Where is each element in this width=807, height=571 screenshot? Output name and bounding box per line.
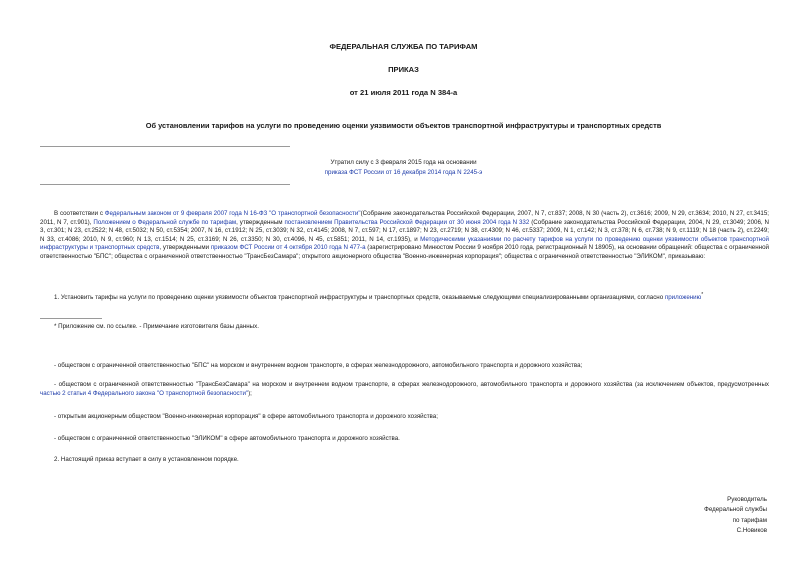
signature-line: Руководитель (727, 496, 767, 503)
org-item-text: ); (248, 389, 252, 397)
preamble-text: , утвержденными (159, 244, 211, 252)
signature-line: Федеральной службы (704, 506, 767, 514)
preamble-text: В соответствии с (54, 210, 105, 217)
divider-bottom (40, 184, 290, 185)
link-law-article-4[interactable]: частью 2 статьи 4 Федерального закона "О транспортной безопасности" (40, 389, 249, 397)
divider-top (40, 146, 290, 147)
link-fst-regulation[interactable]: Положением о Федеральной службе по тарифам (93, 218, 237, 226)
status-note-link-wrap (0, 169, 807, 178)
preamble-text: (зарегистрировано Минюстом России 9 ноября 2010 года, регистрационный N 18905), на основании обращений: общества с ограниченной ответственностью "БПС"; общества с ограниченной ответственностью "ТрансБезСамара"; открытого акционерного общества "Военно-инженерная корпорация"; общества с ограниченной ответственностью "ЭЛИКОМ", приказываю: (40, 244, 769, 260)
status-note-text: Утратил силу с 3 февраля 2015 года на основании (330, 159, 477, 166)
preamble-text: , утвержденным (236, 218, 285, 226)
preamble-paragraph (40, 210, 769, 262)
org-item-transbezsamara (40, 381, 769, 398)
org-item-text: - обществом с ограниченной ответственностью "ТрансБезСамара" на морском и внутреннем водном транспорте, в сферах железнодорожного, автомобильного транспорта и дорожного хозяйства (за исключением объектов, предусмотренных (54, 381, 769, 388)
signature-name: С.Новиков (736, 527, 767, 535)
footnote-text: * Приложение см. по ссылке. - Примечание изготовителя базы данных. (54, 323, 259, 330)
preamble-text: (Собрание законодательства Российской Федерации, 2004, N 29, ст.3049; 2006, N 3, ст.301; N 23, ст.2522; N 48, ст.5032; N 50, ст.5354; 2007, N 16, ст.1912; N 25, ст.3039; N 32, ст.4145; 2008, N 7, ст.597; N 17, ст.1897; N 23, ст.2719; N 38, ст.4309; N 46, ст.5337; 2009, N 1, ст.142; N 3, ст.378; N 6, ст.738; N 9, ст.1119; N 18 (часть 2), ст.2249; N 33, ст.4086; 2010, N 9, ст.960; N 13, ст.1514; N 25, ст.3169; N 26, ст.3350; N 30, ст.4096, N 45, ст.5851; 2011, N 14, ст.1935), и (40, 218, 769, 243)
signature-line: по тарифам (732, 516, 767, 524)
item-2-paragraph: 2. Настоящий приказ вступает в силу в установленном порядке. (54, 456, 239, 463)
preamble-text: (Собрание законодательства Российской Федерации, 2007, N 7, ст.837; 2008, N 30 (часть 2), ст.3616; 2009, N 29, ст.3634; 2010, N 27, ст.3415; 2011, N 7, ст.901), (40, 210, 770, 226)
item-1-text: 1. Установить тарифы на услуги по проведению оценки уязвимости объектов транспортной инфраструктуры и транспортных средств, оказываемые следующими специализированными организациями, согласно (54, 294, 665, 302)
org-item-bps: - обществом с ограниченной ответственностью "БПС" на морском и внутреннем водном транспорте, в сферах железнодорожного, автомобильного транспорта и дорожного хозяйства; (54, 362, 583, 369)
status-note-link[interactable]: приказа ФСТ России от 16 декабря 2014 года N 2245-э (324, 169, 483, 176)
link-transport-security-law[interactable]: Федеральным законом от 9 февраля 2007 года N 16-ФЗ "О транспортной безопасности" (104, 210, 361, 217)
doc-title: Об установлении тарифов на услуги по проведению оценки уязвимости объектов транспортной инфраструктуры и транспортных средств (145, 121, 662, 130)
link-government-decree[interactable]: постановлением Правительства Российской Федерации от 30 июня 2004 года N 332 (284, 218, 530, 226)
footnote-marker: * (701, 292, 704, 298)
org-item-vik: - открытым акционерным обществом "Военно-инженерная корпорация" в сфере автомобильного транспорта и дорожного хозяйства; (54, 413, 438, 420)
link-appendix[interactable]: приложению (664, 294, 702, 302)
doc-type-heading: ПРИКАЗ (388, 65, 419, 74)
signature-block (647, 495, 767, 537)
footnote-divider (40, 318, 102, 319)
item-1-paragraph (40, 291, 769, 303)
org-item-elikom: - обществом с ограниченной ответственностью "ЭЛИКОМ" в сфере автомобильного транспорта и дорожного хозяйства. (54, 435, 400, 442)
doc-date-number: от 21 июля 2011 года N 384-а (349, 88, 458, 97)
link-fst-order-477[interactable]: приказом ФСТ России от 4 октября 2010 года N 477-а (210, 244, 366, 252)
link-methodical-guidelines[interactable]: Методическими указаниями по расчету тарифов на услуги по проведению оценки уязвимости объектов транспортной инфраструктуры и транспортных средств (40, 235, 769, 252)
agency-heading: ФЕДЕРАЛЬНАЯ СЛУЖБА ПО ТАРИФАМ (329, 42, 478, 51)
